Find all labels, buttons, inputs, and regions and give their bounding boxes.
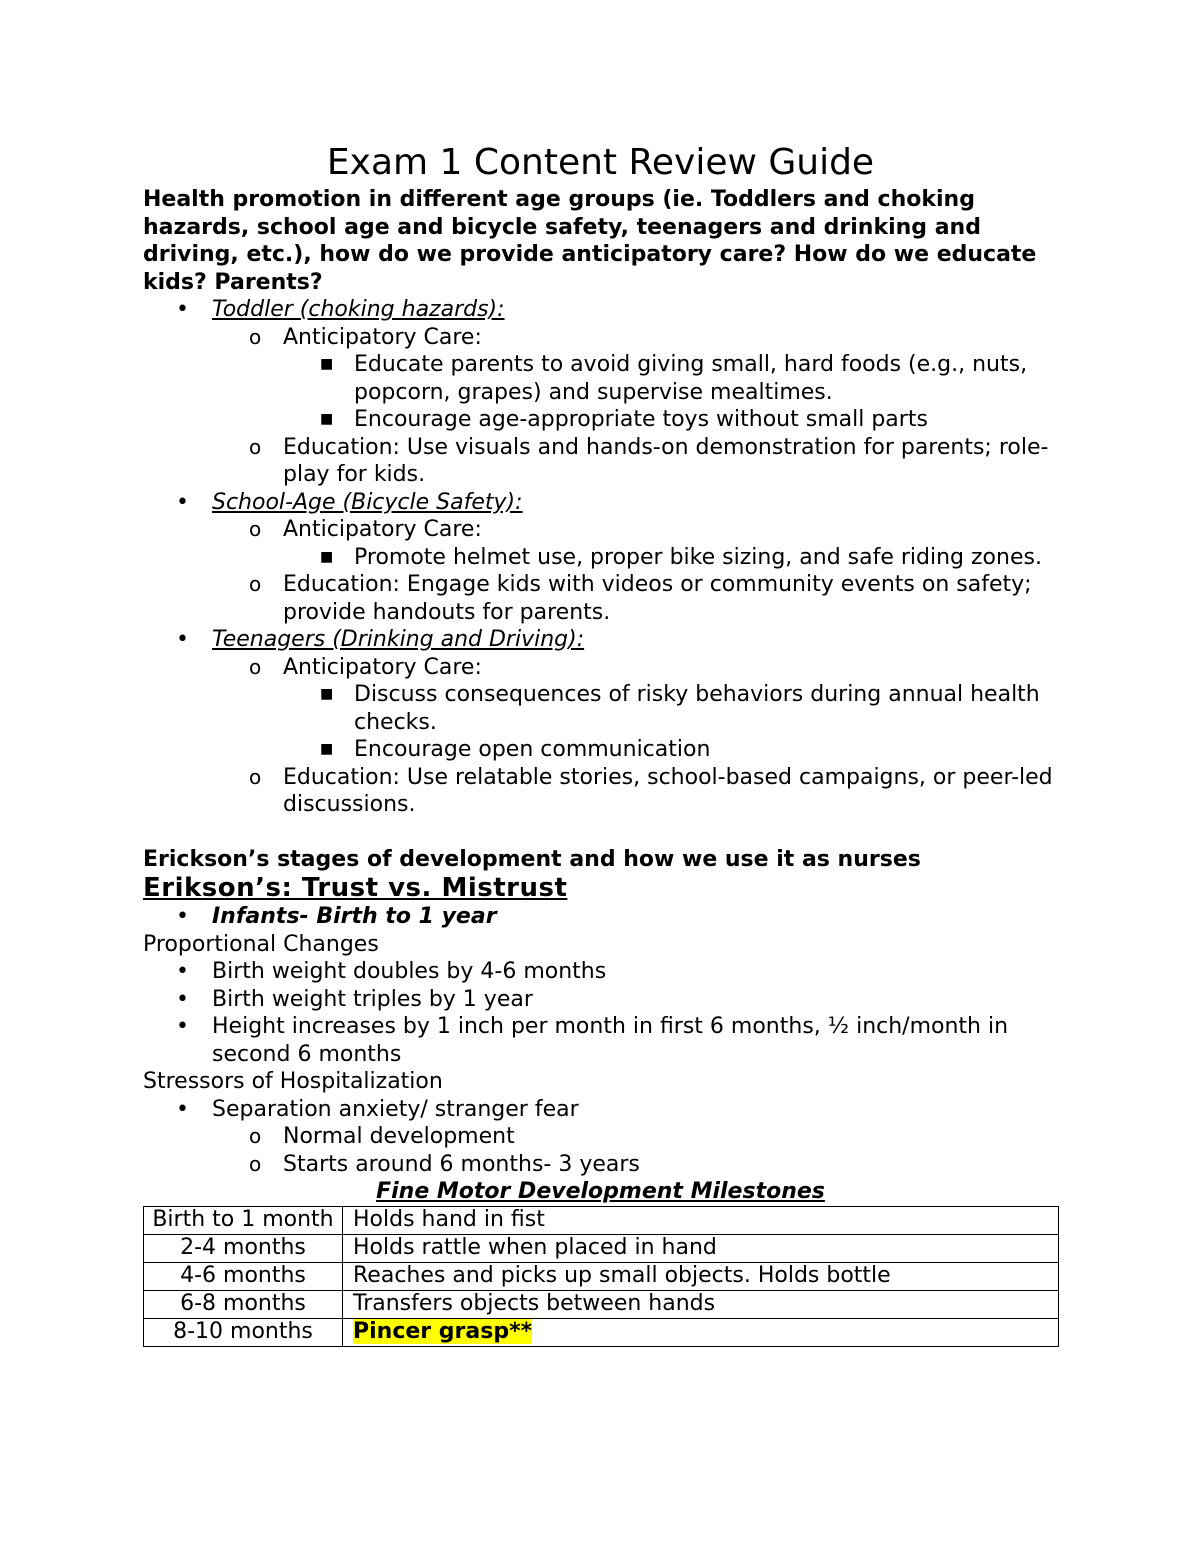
stressor-sub-text: Normal development [283, 1124, 515, 1149]
table-row [144, 1234, 1059, 1262]
list-item-toddler-education [143, 434, 1058, 489]
document-content [143, 140, 1058, 1347]
list-item-stressor-sub-1 [143, 1123, 1058, 1151]
bullet-icon: • [176, 627, 189, 652]
care-text: Promote helmet use, proper bike sizing, and safe riding zones. [354, 544, 1042, 570]
circle-bullet-icon: o [249, 764, 262, 789]
list-item-infants [143, 903, 1058, 931]
age-cell: 2-4 months [144, 1234, 343, 1262]
bullet-icon: • [176, 959, 189, 984]
anticipatory-label: Anticipatory Care: [283, 324, 482, 350]
square-bullet-icon: ■ [320, 686, 334, 702]
table-row [144, 1206, 1059, 1234]
milestone-cell: Reaches and picks up small objects. Holds bottle [343, 1262, 1059, 1290]
list-item-proportional-1 [143, 958, 1058, 986]
paragraph-spacer [143, 819, 1058, 846]
list-item-school-age-education [143, 571, 1058, 626]
table-row [144, 1262, 1059, 1290]
care-text: Discuss consequences of risky behaviors during annual health checks. [354, 682, 1040, 735]
square-bullet-icon: ■ [320, 356, 334, 372]
list-item-toddler-care-2 [143, 406, 1058, 434]
square-bullet-icon: ■ [320, 411, 334, 427]
milestone-cell: Transfers objects between hands [343, 1290, 1059, 1318]
circle-bullet-icon: o [249, 1124, 262, 1148]
list-item-stressor [143, 1096, 1058, 1124]
list-item-teenagers-education [143, 764, 1058, 819]
circle-bullet-icon: o [249, 517, 262, 541]
list-item-school-age-care-1 [143, 544, 1058, 572]
bullet-icon: • [176, 1014, 189, 1039]
circle-bullet-icon: o [249, 1151, 262, 1176]
list-item-toddler [143, 296, 1058, 324]
milestone-cell: Holds rattle when placed in hand [343, 1234, 1059, 1262]
list-item-toddler-care-1 [143, 351, 1058, 406]
care-text: Educate parents to avoid giving small, hard foods (e.g., nuts, popcorn, grapes) and supervise mealtimes. [354, 352, 1028, 405]
care-text: Encourage open communication [354, 737, 711, 762]
square-bullet-icon: ■ [320, 741, 334, 757]
toddler-heading: Toddler (choking hazards): [212, 297, 505, 322]
age-cell: 8-10 months [144, 1318, 343, 1346]
list-item-teenagers-anticipatory [143, 654, 1058, 682]
list-item-teenagers-care-2 [143, 736, 1058, 764]
list-item-toddler-anticipatory [143, 324, 1058, 352]
section-question-erickson: Erickson’s stages of development and how we use it as nurses [143, 846, 921, 872]
stressor-text: Separation anxiety/ stranger fear [212, 1096, 579, 1122]
list-item-proportional-2 [143, 986, 1058, 1014]
proportional-changes-label: Proportional Changes [143, 931, 379, 957]
age-cell: Birth to 1 month [144, 1206, 343, 1234]
care-text: Encourage age-appropriate toys without small parts [354, 407, 928, 432]
stressors-label: Stressors of Hospitalization [143, 1069, 443, 1094]
list-item-teenagers-care-1 [143, 681, 1058, 736]
list-item-teenagers [143, 626, 1058, 654]
proportional-text: Birth weight triples by 1 year [212, 986, 533, 1012]
table-row [144, 1318, 1059, 1346]
education-text: Education: Use relatable stories, school-based campaigns, or peer-led discussions. [283, 764, 1053, 817]
age-cell: 4-6 months [144, 1262, 343, 1290]
bullet-icon: • [176, 904, 189, 929]
section-question-health-promotion: Health promotion in different age groups (ie. Toddlers and choking hazards, school age and bicycle safety, teenagers and drinking and driving, etc.), how do we provide anticipatory care? How do we educate kids? Parents? [143, 187, 1037, 295]
bullet-icon: • [176, 1096, 189, 1122]
fine-motor-table-title: Fine Motor Development Milestones [376, 1179, 825, 1204]
bullet-icon: • [176, 986, 189, 1012]
milestone-cell [343, 1318, 1059, 1346]
table-row [144, 1290, 1059, 1318]
stage-heading: Erikson’s: Trust vs. Mistrust [143, 873, 568, 903]
education-text: Education: Use visuals and hands-on demonstration for parents; role-play for kids. [283, 434, 1049, 487]
education-text: Education: Engage kids with videos or community events on safety; provide handouts for parents. [283, 572, 1032, 625]
proportional-text: Height increases by 1 inch per month in first 6 months, ½ inch/month in second 6 months [212, 1014, 1009, 1067]
list-item-school-age [143, 489, 1058, 517]
teenagers-heading: Teenagers (Drinking and Driving): [212, 627, 585, 652]
fine-motor-table [143, 1206, 1059, 1347]
list-item-proportional-3 [143, 1013, 1058, 1068]
proportional-text: Birth weight doubles by 4-6 months [212, 959, 607, 984]
highlighted-milestone: Pincer grasp** [353, 1319, 533, 1344]
document-title: Exam 1 Content Review Guide [326, 142, 875, 183]
circle-bullet-icon: o [249, 434, 262, 459]
school-age-heading: School-Age (Bicycle Safety): [212, 489, 523, 515]
age-cell: 6-8 months [144, 1290, 343, 1318]
square-bullet-icon: ■ [320, 548, 334, 565]
list-item-school-age-anticipatory [143, 516, 1058, 544]
milestone-cell: Holds hand in fist [343, 1206, 1059, 1234]
infants-heading: Infants- Birth to 1 year [212, 904, 497, 929]
circle-bullet-icon: o [249, 324, 262, 349]
stressor-sub-text: Starts around 6 months- 3 years [283, 1151, 640, 1177]
list-item-stressor-sub-2 [143, 1151, 1058, 1179]
anticipatory-label: Anticipatory Care: [283, 517, 482, 542]
circle-bullet-icon: o [249, 572, 262, 596]
bullet-icon: • [176, 489, 189, 515]
circle-bullet-icon: o [249, 654, 262, 679]
bullet-icon: • [176, 297, 189, 322]
anticipatory-label: Anticipatory Care: [283, 654, 482, 680]
